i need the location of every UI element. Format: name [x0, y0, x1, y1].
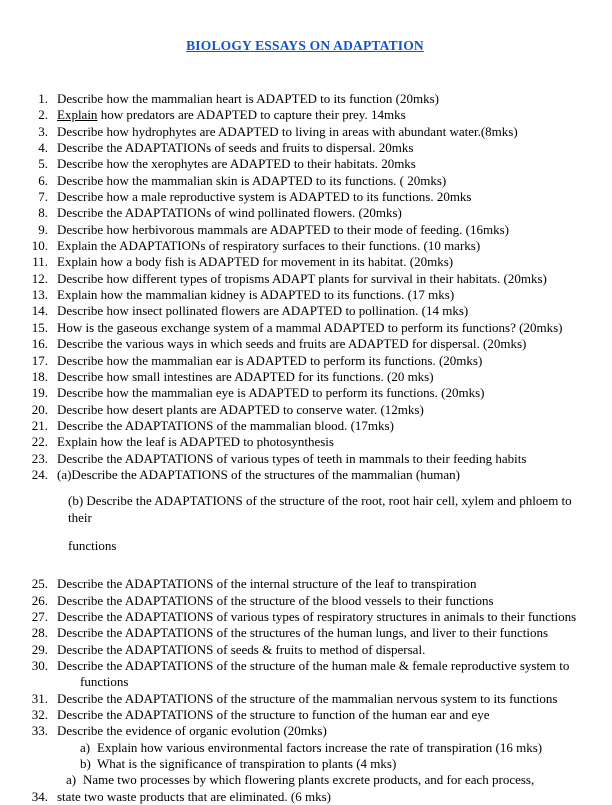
- question-number: 15.: [31, 319, 48, 335]
- question-item: [26, 451, 584, 467]
- question-number: 3.: [38, 123, 48, 139]
- question-continuation: [26, 538, 584, 554]
- question-item: [26, 642, 584, 658]
- question-text: Describe the ADAPTATIONS of various types of teeth in mammals to their feeding habits: [57, 450, 527, 466]
- question-number: 5.: [38, 156, 48, 172]
- question-item: [26, 385, 584, 401]
- question-continuation: [26, 493, 584, 526]
- question-item: [26, 707, 584, 723]
- question-item: [26, 336, 584, 352]
- question-continuation: [26, 740, 584, 756]
- question-item: [26, 434, 584, 450]
- question-text: Explain how the leaf is ADAPTED to photosynthesis: [57, 434, 334, 450]
- question-number: 13.: [31, 287, 48, 303]
- question-item: [26, 173, 584, 189]
- sub-question-letter: b): [80, 756, 91, 772]
- question-number: 23.: [31, 450, 48, 466]
- question-number: 28.: [31, 625, 48, 641]
- question-item: [26, 320, 584, 336]
- question-text: Describe the ADAPTATIONs of seeds and fruits to dispersal. 20mks: [57, 140, 414, 156]
- question-text: Describe the ADAPTATIONS of various types of respiratory structures in animals to their functions: [57, 608, 577, 624]
- question-item: [26, 124, 584, 140]
- question-number: 31.: [31, 690, 48, 706]
- question-text: Describe the ADAPTATIONS of the mammalian blood. (17mks): [57, 417, 394, 433]
- question-number: 29.: [31, 641, 48, 657]
- question-item: [26, 691, 584, 707]
- question-text: Describe how a male reproductive system is ADAPTED to its functions. 20mks: [57, 189, 472, 205]
- question-text: Describe how the xerophytes are ADAPTED to their habitats. 20mks: [57, 156, 416, 172]
- question-text: Describe how herbivorous mammals are ADAPTED to their mode of feeding. (16mks): [57, 221, 510, 237]
- question-text: Describe how insect pollinated flowers are ADAPTED to pollination. (14 mks): [57, 303, 469, 319]
- question-continuation: [26, 756, 584, 772]
- question-text: Describe the ADAPTATIONS of the structure to function of the human ear and eye: [57, 707, 490, 723]
- question-number: 33.: [31, 723, 48, 739]
- question-text: Describe the ADAPTATIONS of seeds & fruits to method of dispersal.: [57, 641, 426, 657]
- question-number: 20.: [31, 401, 48, 417]
- question-number: 27.: [31, 608, 48, 624]
- sub-question-letter: a): [66, 772, 77, 788]
- document-title: BIOLOGY ESSAYS ON ADAPTATION: [186, 38, 424, 53]
- question-item: [26, 271, 584, 287]
- question-item: [26, 625, 584, 641]
- question-item: [26, 107, 584, 123]
- question-text: Describe the evidence of organic evolution (20mks): [57, 723, 327, 739]
- question-item: [26, 254, 584, 270]
- question-number: 32.: [31, 707, 48, 723]
- question-number: 22.: [31, 434, 48, 450]
- question-item: [26, 576, 584, 592]
- question-text: Describe how desert plants are ADAPTED to conserve water. (12mks): [57, 401, 424, 417]
- question-item: [26, 91, 584, 107]
- question-number: 25.: [31, 576, 48, 592]
- question-text: Describe the ADAPTATIONS of the structure of the mammalian nervous system to its functions: [57, 690, 558, 706]
- question-number: 2.: [38, 107, 48, 123]
- question-item: [26, 789, 584, 805]
- question-item: [26, 593, 584, 609]
- question-text: Describe how the mammalian eye is ADAPTED to perform its functions. (20mks): [57, 385, 485, 401]
- question-number: 7.: [38, 189, 48, 205]
- question-item: [26, 189, 584, 205]
- question-text: Describe the ADAPTATIONS of the structure of the human male & female reproductive system to: [57, 658, 570, 673]
- question-text: Describe how the mammalian skin is ADAPTED to its functions. ( 20mks): [57, 172, 447, 188]
- question-text: Describe the ADAPTATIONS of the internal structure of the leaf to transpiration: [57, 576, 477, 592]
- question-text: functions: [68, 537, 117, 553]
- question-text: Describe the ADAPTATIONS of the structures of the human lungs, and liver to their functions: [57, 625, 549, 641]
- question-number: 18.: [31, 368, 48, 384]
- question-number: 6.: [38, 172, 48, 188]
- question-number: 1.: [38, 91, 48, 106]
- question-item: [26, 222, 584, 238]
- question-number: 11.: [32, 254, 48, 270]
- question-text: Explain how the mammalian kidney is ADAPTED to its functions. (17 mks): [57, 287, 455, 303]
- question-number: 30.: [31, 658, 48, 673]
- question-item: [26, 369, 584, 385]
- question-text: Describe the various ways in which seeds and fruits are ADAPTED for dispersal. (20mks): [57, 336, 527, 352]
- question-item: [26, 418, 584, 434]
- question-item: [26, 156, 584, 172]
- question-number: 16.: [31, 336, 48, 352]
- question-item: [26, 205, 584, 221]
- question-item: [26, 238, 584, 254]
- question-number: 17.: [31, 352, 48, 368]
- question-text: Describe how hydrophytes are ADAPTED to living in areas with abundant water.(8mks): [57, 123, 518, 139]
- question-number: 8.: [38, 205, 48, 221]
- question-text: Describe how the mammalian ear is ADAPTED to perform its functions. (20mks): [57, 352, 483, 368]
- question-item: [26, 609, 584, 625]
- question-text: Name two processes by which flowering plants excrete products, and for each process,: [83, 772, 535, 788]
- question-number: 21.: [31, 417, 48, 433]
- question-text: Describe the ADAPTATIONS of the structure of the blood vessels to their functions: [57, 592, 494, 608]
- question-text: Describe how the mammalian heart is ADAPTED to its function (20mks): [57, 91, 439, 106]
- question-text: How is the gaseous exchange system of a mammal ADAPTED to perform its functions? (20mks): [57, 319, 563, 335]
- question-text: What is the significance of transpiration to plants (4 mks): [97, 756, 397, 772]
- question-number: 26.: [31, 592, 48, 608]
- question-text: Explain how various environmental factors increase the rate of transpiration (16 mks): [97, 739, 543, 755]
- question-item: [26, 467, 584, 483]
- question-item: [26, 723, 584, 739]
- question-continuation: [26, 674, 584, 690]
- question-item: [26, 287, 584, 303]
- question-text: (b) Describe the ADAPTATIONS of the structure of the root, root hair cell, xylem and phloem to their: [68, 493, 572, 525]
- question-text: functions: [80, 674, 129, 690]
- question-number: 9.: [38, 221, 48, 237]
- question-number: 24.: [31, 466, 48, 482]
- question-text: Describe the ADAPTATIONs of wind pollinated flowers. (20mks): [57, 205, 402, 221]
- question-number: 10.: [31, 238, 48, 254]
- question-text: Explain how a body fish is ADAPTED for movement in its habitat. (20mks): [57, 254, 454, 270]
- question-item: [26, 658, 584, 674]
- question-text: Explain how predators are ADAPTED to capture their prey. 14mks: [57, 107, 406, 123]
- sub-question-letter: a): [80, 739, 91, 755]
- question-number: 12.: [31, 270, 48, 286]
- question-item: [26, 402, 584, 418]
- question-number: 19.: [31, 385, 48, 401]
- question-list: [26, 91, 584, 805]
- question-item: [26, 353, 584, 369]
- question-text: (a)Describe the ADAPTATIONS of the structures of the mammalian (human): [57, 466, 460, 482]
- question-item: [26, 303, 584, 319]
- question-text: state two waste products that are eliminated. (6 mks): [57, 788, 332, 804]
- question-text: Describe how small intestines are ADAPTED for its functions. (20 mks): [57, 368, 434, 384]
- question-text: Explain the ADAPTATIONs of respiratory surfaces to their functions. (10 marks): [57, 238, 481, 254]
- question-text: Describe how different types of tropisms ADAPT plants for survival in their habitats. (20mks): [57, 270, 547, 286]
- question-number: 4.: [38, 140, 48, 156]
- question-number: 14.: [31, 303, 48, 319]
- question-continuation: [26, 772, 584, 788]
- question-number: 34.: [31, 788, 48, 804]
- question-item: [26, 140, 584, 156]
